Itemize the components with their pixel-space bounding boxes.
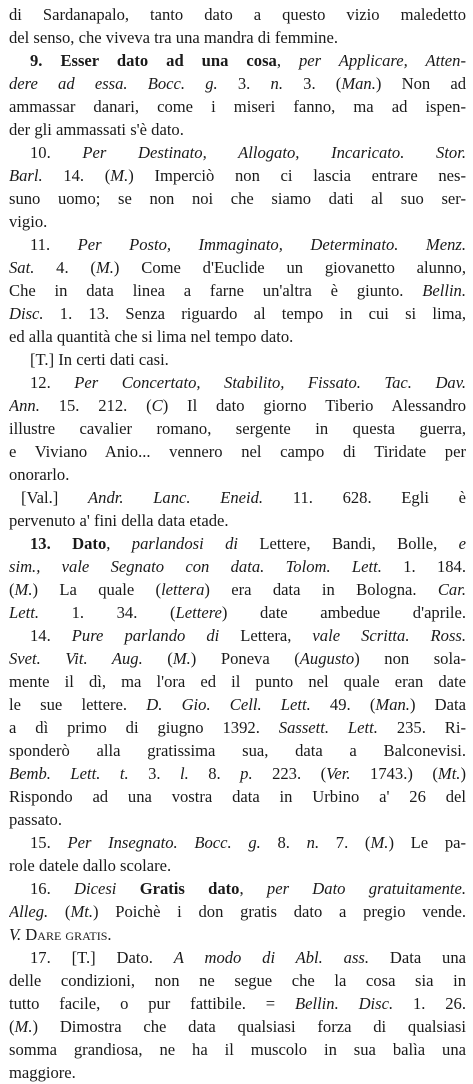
text-line	[9, 693, 466, 716]
text-span: vigio.	[9, 212, 48, 231]
text-line	[9, 601, 466, 624]
text-span: ,	[239, 879, 267, 898]
text-line	[9, 578, 466, 601]
text-span: per Applicare, Atten-	[298, 51, 466, 70]
text-span: (	[167, 649, 173, 668]
text-span: Lettere, Bandi, Bolle,	[259, 534, 459, 553]
text-span: maggiore.	[9, 1063, 76, 1082]
text-span: n.	[270, 74, 304, 93]
text-span: ) Come d'Euclide un giovanetto alunno,	[113, 258, 466, 277]
text-span: le sue lettere.	[9, 695, 147, 714]
text-line	[9, 831, 466, 854]
text-span: ) non sola-	[354, 649, 466, 668]
text-line	[9, 210, 466, 233]
text-line	[9, 279, 466, 302]
text-line	[9, 348, 466, 371]
text-span: M.	[14, 1017, 33, 1036]
text-span: Per Destinato, Allogato, Incaricato. Stor.	[82, 143, 466, 162]
text-span: suno uomo; se non noi che siamo dati al suo ser-	[9, 189, 466, 208]
text-line	[9, 624, 466, 647]
text-line	[9, 164, 466, 187]
text-line	[9, 417, 466, 440]
text-span: mente il dì, ma l'ora ed il punto nel quale eran date	[9, 672, 466, 691]
text-span: Augusto	[299, 649, 355, 668]
text-span: 17. [T.] Dato.	[30, 948, 174, 967]
text-line	[9, 946, 466, 969]
text-span: C	[151, 396, 163, 415]
text-span: parlandosi di	[131, 534, 260, 553]
text-span: Disc.	[9, 304, 60, 323]
text-line	[9, 1015, 466, 1038]
text-span: vale Scritta. Ross.	[312, 626, 466, 645]
text-span: p.	[240, 764, 273, 783]
text-line	[9, 647, 466, 670]
text-span: Mt.	[70, 902, 94, 921]
text-line	[9, 256, 466, 279]
text-span: 3. (	[303, 74, 342, 93]
text-span: Barl.	[9, 166, 64, 185]
text-span: pervenuto a' fini della data etade.	[9, 511, 229, 530]
text-span: del senso, che viveva tra una mandra di femmine.	[9, 28, 338, 47]
text-span: Per Insegnato. Bocc. g.	[67, 833, 278, 852]
text-span: 1. 34. (	[71, 603, 176, 622]
text-span: Lett.	[9, 603, 72, 622]
text-span: ) Le pa-	[388, 833, 466, 852]
text-line	[9, 3, 466, 26]
text-line	[9, 762, 466, 785]
text-span: 10.	[30, 143, 83, 162]
text-span: dere ad essa. Bocc. g.	[9, 74, 238, 93]
text-span: [Val.]	[21, 488, 89, 507]
text-span: 3.	[237, 74, 271, 93]
text-line	[9, 555, 466, 578]
text-span: 1. 184.	[403, 557, 466, 576]
text-span: 11. 628. Egli è	[292, 488, 466, 507]
text-span: Man.	[375, 695, 410, 714]
text-span: ) Poichè i don gratis dato a pregio vende.	[93, 902, 466, 921]
text-span: 15. 212. (	[58, 396, 152, 415]
text-span: Mt.	[437, 764, 461, 783]
text-span: Esser dato ad una cosa	[60, 51, 277, 70]
text-span: Svet. Vit. Aug.	[9, 649, 168, 668]
text-span: 8.	[277, 833, 307, 852]
text-span: Per Posto, Immaginato, Determinato. Menz.	[77, 235, 466, 254]
text-span: Bellin. Disc.	[294, 994, 413, 1013]
text-span: sponderò alla gratissima sua, data a Balconevisi.	[9, 741, 466, 760]
text-line	[9, 900, 466, 923]
text-line	[9, 118, 466, 141]
text-span: Sat.	[9, 258, 57, 277]
text-span: n.	[306, 833, 336, 852]
text-span: M.	[370, 833, 389, 852]
text-span: der gli ammassati s'è dato.	[9, 120, 184, 139]
text-line	[9, 808, 466, 831]
text-span: ed alla quantità che si lima nel tempo dato.	[9, 327, 294, 346]
text-span: 49. (	[329, 695, 376, 714]
text-span: 1. 26.	[412, 994, 466, 1013]
text-line	[9, 440, 466, 463]
text-span: Lettera,	[240, 626, 313, 645]
text-line	[9, 923, 466, 946]
text-span: 12.	[30, 373, 75, 392]
text-span: Ver.	[326, 764, 371, 783]
text-span: ) Non ad	[375, 74, 466, 93]
text-line	[9, 371, 466, 394]
text-span: 8.	[208, 764, 241, 783]
text-span: ) Poneva (	[190, 649, 300, 668]
text-line	[9, 969, 466, 992]
text-span: tutto facile, o pur fattibile. =	[9, 994, 295, 1013]
text-span: e	[458, 534, 466, 553]
text-span: Bellin.	[422, 281, 466, 300]
text-span: V.	[9, 925, 26, 944]
text-span: 9.	[30, 51, 61, 70]
text-span: ) era data in Bologna.	[204, 580, 438, 599]
text-span: ) date ambedue d'aprile.	[221, 603, 466, 622]
text-span: passato.	[9, 810, 62, 829]
text-span: 15.	[30, 833, 68, 852]
text-line	[9, 394, 466, 417]
text-line	[9, 670, 466, 693]
text-span: Pure parlando di	[71, 626, 241, 645]
text-span: lettera	[161, 580, 205, 599]
text-line	[9, 1061, 466, 1084]
text-span: Dato	[72, 534, 107, 553]
text-span: Lettere	[175, 603, 222, 622]
text-line	[9, 49, 466, 72]
text-span: Rispondo ad una vostra data in Urbino a' 26 del	[9, 787, 466, 806]
text-span: 235. Ri-	[396, 718, 466, 737]
text-span: sim., vale Segnato con data. Tolom. Lett.	[9, 557, 404, 576]
text-span: 14.	[30, 626, 72, 645]
text-line	[9, 26, 466, 49]
text-span: delle condizioni, non ne segue che la cosa sia in	[9, 971, 466, 990]
text-span: Ann.	[9, 396, 59, 415]
text-line	[9, 739, 466, 762]
text-line	[9, 1038, 466, 1061]
text-span: ,	[106, 534, 132, 553]
text-line	[9, 325, 466, 348]
text-span: 1743.) (	[370, 764, 438, 783]
text-line	[9, 302, 466, 325]
text-span: Car.	[437, 580, 466, 599]
text-span: l.	[179, 764, 209, 783]
text-line	[9, 187, 466, 210]
text-span: M.	[110, 166, 129, 185]
text-span: 16.	[30, 879, 75, 898]
text-span: M.	[14, 580, 33, 599]
text-span: ) Imperciò non ci lascia entrare nes-	[128, 166, 466, 185]
text-span: (	[64, 902, 71, 921]
text-span: [T.] In certi dati casi.	[30, 350, 169, 369]
text-span: 13.	[30, 534, 73, 553]
text-span: Data una	[369, 948, 466, 967]
text-span: Dicesi	[74, 879, 140, 898]
text-span: ) Il dato giorno Tiberio Alessandro	[162, 396, 466, 415]
text-span: D. Gio. Cell. Lett.	[146, 695, 330, 714]
text-span: ) La quale (	[32, 580, 162, 599]
text-span: illustre cavalier romano, sergente in questa guerra,	[9, 419, 466, 438]
text-span: per Dato gratuitamente.	[266, 879, 466, 898]
text-line	[9, 486, 466, 509]
text-line	[9, 141, 466, 164]
text-span: Andr. Lanc. Eneid.	[88, 488, 293, 507]
text-span: a dì primo di giugno 1392.	[9, 718, 279, 737]
text-line	[9, 95, 466, 118]
text-span: ) Dimostra che data qualsiasi forza di qualsiasi	[32, 1017, 466, 1036]
text-span: 3.	[148, 764, 180, 783]
text-span: role datele dallo scolare.	[9, 856, 172, 875]
text-line	[9, 992, 466, 1015]
text-span: Man.	[341, 74, 376, 93]
text-span: 11.	[30, 235, 78, 254]
text-span: Gratis dato	[139, 879, 240, 898]
text-span: Alleg.	[9, 902, 65, 921]
text-line	[9, 854, 466, 877]
text-line	[9, 877, 466, 900]
text-span: 1. 13. Senza riguardo al tempo in cui si lima,	[59, 304, 466, 323]
text-span: 14. (	[63, 166, 111, 185]
text-span: A modo di Abl. ass.	[173, 948, 370, 967]
text-line	[9, 233, 466, 256]
text-span: ,	[276, 51, 299, 70]
text-span: e Viviano Anio... vennero nel campo di Tiridate per	[9, 442, 466, 461]
text-span: ) Data	[409, 695, 466, 714]
text-span: di Sardanapalo, tanto dato a questo vizio maledetto	[9, 5, 466, 24]
text-line	[9, 785, 466, 808]
text-span: Dare gratis.	[25, 925, 112, 944]
text-span: Bemb. Lett. t.	[9, 764, 149, 783]
text-span: M.	[172, 649, 191, 668]
text-span: )	[460, 764, 466, 783]
text-line	[9, 509, 466, 532]
text-span: (	[9, 1017, 15, 1036]
text-span: Sassett. Lett.	[278, 718, 397, 737]
text-line	[9, 532, 466, 555]
text-span: Che in data linea a farne un'altra è giunto.	[9, 281, 423, 300]
text-span: 4. (	[56, 258, 96, 277]
text-span: (	[9, 580, 15, 599]
text-line	[9, 716, 466, 739]
text-span: M.	[95, 258, 114, 277]
text-span: onorarlo.	[9, 465, 70, 484]
text-line	[9, 463, 466, 486]
text-span: 223. (	[272, 764, 327, 783]
text-span: somma grandiosa, ne ha il muscolo in sua balìa una	[9, 1040, 466, 1059]
text-span: 7. (	[335, 833, 371, 852]
text-span: ammassar danari, come i miseri fanno, ma ad ispen-	[9, 97, 466, 116]
text-span: Per Concertato, Stabilito, Fissato. Tac. Dav.	[74, 373, 466, 392]
text-line	[9, 72, 466, 95]
